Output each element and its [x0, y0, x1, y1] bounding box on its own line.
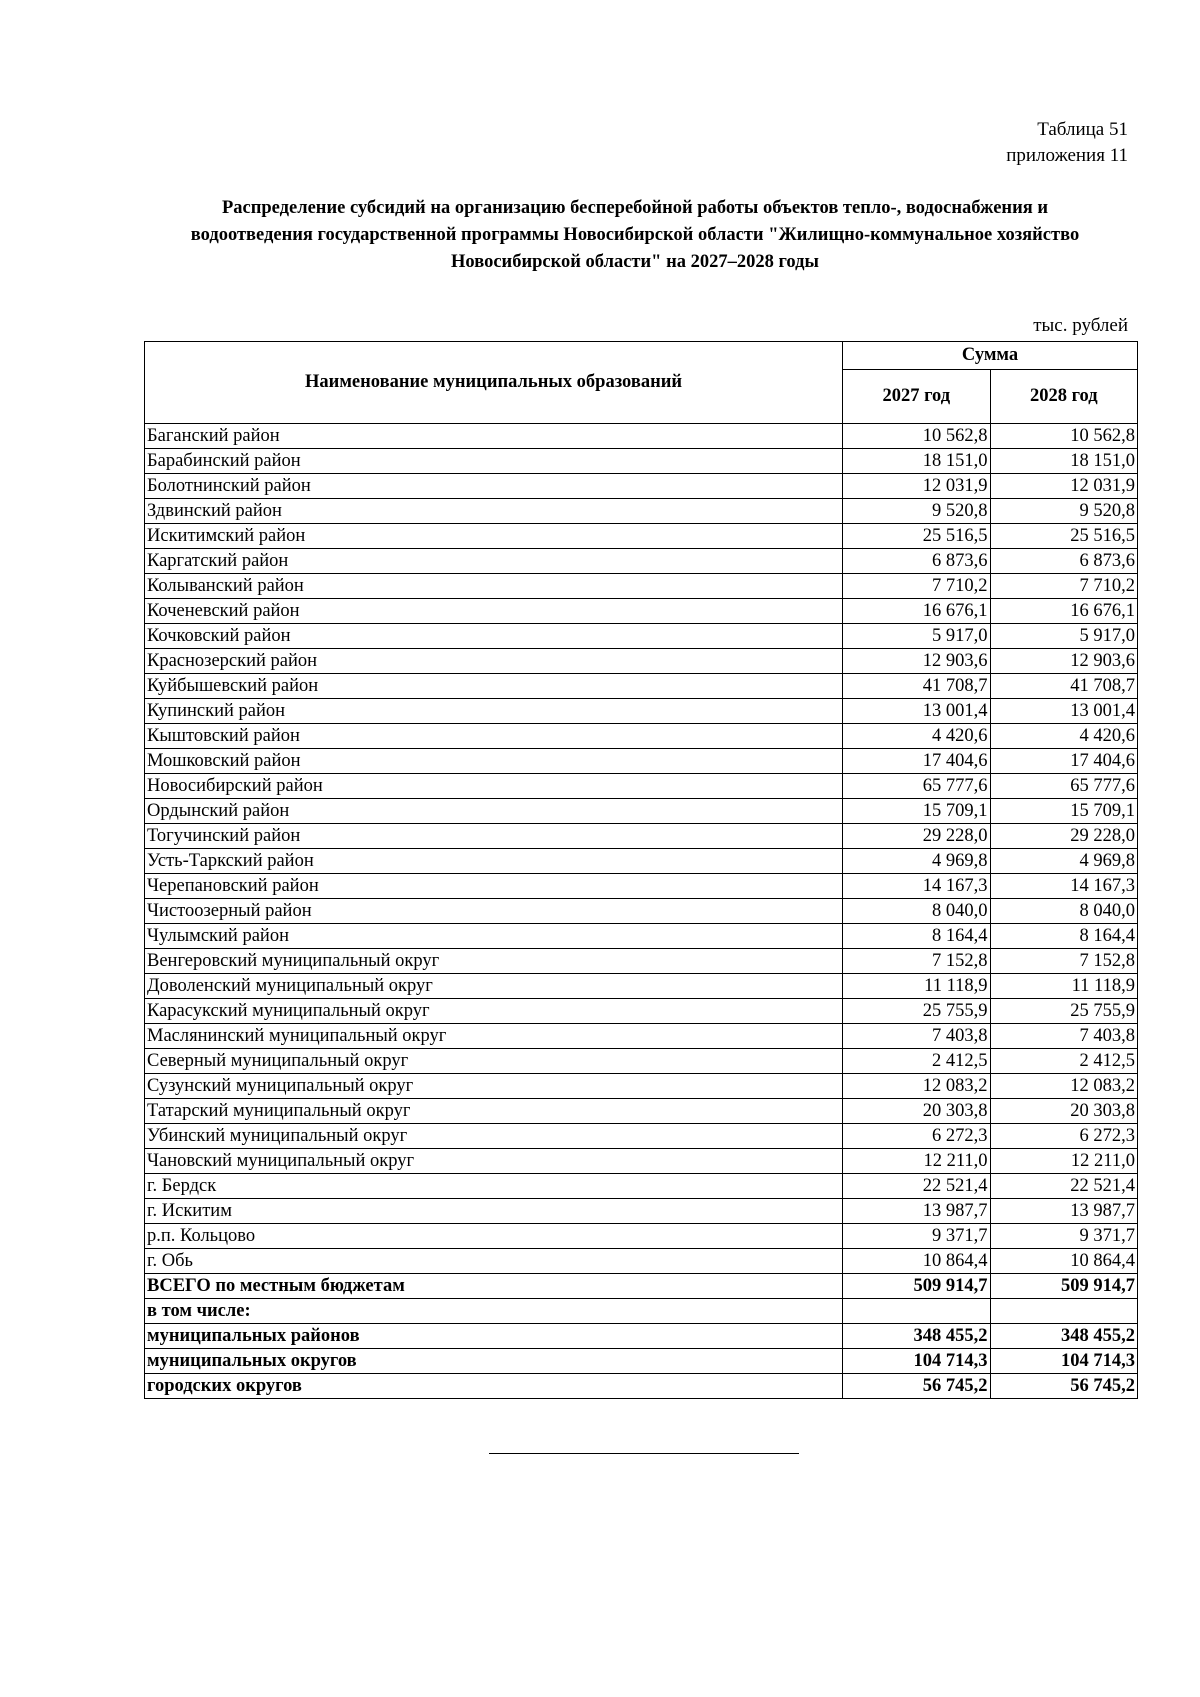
- row-name: Доволенский муниципальный округ: [145, 974, 843, 999]
- row-name: Коченевский район: [145, 599, 843, 624]
- subsidy-table: [144, 341, 1138, 1399]
- row-name: р.п. Кольцово: [145, 1224, 843, 1249]
- row-name: Мошковский район: [145, 749, 843, 774]
- table-row: [145, 1124, 1138, 1149]
- row-name: г. Бердск: [145, 1174, 843, 1199]
- table-row: [145, 1349, 1138, 1374]
- table-row: [145, 974, 1138, 999]
- row-name: ВСЕГО по местным бюджетам: [145, 1274, 843, 1299]
- row-name: г. Искитим: [145, 1199, 843, 1224]
- table-row: [145, 1074, 1138, 1099]
- row-value-2027: 13 001,4: [843, 699, 990, 724]
- row-value-2028: 11 118,9: [990, 974, 1137, 999]
- row-value-2028: 13 987,7: [990, 1199, 1137, 1224]
- row-value-2027: 9 520,8: [843, 499, 990, 524]
- title-line-3: Новосибирской области" на 2027–2028 годы: [451, 252, 819, 272]
- table-row: [145, 874, 1138, 899]
- row-name: Баганский район: [145, 424, 843, 449]
- row-value-2028: 12 031,9: [990, 474, 1137, 499]
- row-value-2028: 18 151,0: [990, 449, 1137, 474]
- row-value-2028: 7 710,2: [990, 574, 1137, 599]
- row-name: Маслянинский муниципальный округ: [145, 1024, 843, 1049]
- row-value-2028: 2 412,5: [990, 1049, 1137, 1074]
- table-row: [145, 624, 1138, 649]
- row-name: Колыванский район: [145, 574, 843, 599]
- row-value-2027: 12 031,9: [843, 474, 990, 499]
- row-value-2028: 6 873,6: [990, 549, 1137, 574]
- row-value-2027: 17 404,6: [843, 749, 990, 774]
- table-row: [145, 1199, 1138, 1224]
- row-value-2028: 7 403,8: [990, 1024, 1137, 1049]
- row-name: Кыштовский район: [145, 724, 843, 749]
- row-value-2028: 20 303,8: [990, 1099, 1137, 1124]
- title-line-1: Распределение субсидий на организацию бесперебойной работы объектов тепло-, водоснабжения и: [221, 198, 1049, 218]
- end-separator-line: [489, 1453, 799, 1454]
- table-row: [145, 1249, 1138, 1274]
- table-row: [145, 824, 1138, 849]
- row-value-2027: 10 864,4: [843, 1249, 990, 1274]
- table-row: [145, 1274, 1138, 1299]
- table-row: [145, 474, 1138, 499]
- row-value-2027: 11 118,9: [843, 974, 990, 999]
- row-value-2027: 20 303,8: [843, 1099, 990, 1124]
- row-value-2028: 13 001,4: [990, 699, 1137, 724]
- row-value-2028: 22 521,4: [990, 1174, 1137, 1199]
- row-value-2028: 104 714,3: [990, 1349, 1137, 1374]
- row-name: Черепановский район: [145, 874, 843, 899]
- row-name: городских округов: [145, 1374, 843, 1399]
- row-value-2028: 8 040,0: [990, 899, 1137, 924]
- row-value-2027: 14 167,3: [843, 874, 990, 899]
- table-row: [145, 424, 1138, 449]
- row-value-2028: 10 562,8: [990, 424, 1137, 449]
- row-value-2027: 65 777,6: [843, 774, 990, 799]
- table-row: [145, 799, 1138, 824]
- row-value-2028: 5 917,0: [990, 624, 1137, 649]
- row-value-2027: 4 420,6: [843, 724, 990, 749]
- row-value-2028: [990, 1299, 1137, 1324]
- header-sum: Сумма: [843, 342, 1138, 370]
- row-name: Усть-Таркский район: [145, 849, 843, 874]
- row-name: Новосибирский район: [145, 774, 843, 799]
- row-name: Болотнинский район: [145, 474, 843, 499]
- row-value-2028: 7 152,8: [990, 949, 1137, 974]
- row-value-2028: 56 745,2: [990, 1374, 1137, 1399]
- table-row: [145, 774, 1138, 799]
- row-value-2028: 41 708,7: [990, 674, 1137, 699]
- table-number: Таблица 51: [1037, 119, 1128, 140]
- row-value-2027: 9 371,7: [843, 1224, 990, 1249]
- table-row: [145, 899, 1138, 924]
- row-value-2027: 25 516,5: [843, 524, 990, 549]
- document-title: [140, 195, 1130, 276]
- table-row: [145, 449, 1138, 474]
- row-name: г. Обь: [145, 1249, 843, 1274]
- row-value-2028: 15 709,1: [990, 799, 1137, 824]
- row-value-2027: 10 562,8: [843, 424, 990, 449]
- row-value-2028: 9 520,8: [990, 499, 1137, 524]
- row-name: Здвинский район: [145, 499, 843, 524]
- row-value-2027: 12 083,2: [843, 1074, 990, 1099]
- table-row: [145, 1149, 1138, 1174]
- appendix-number: приложения 11: [1006, 145, 1128, 166]
- row-value-2027: 18 151,0: [843, 449, 990, 474]
- row-value-2028: 14 167,3: [990, 874, 1137, 899]
- row-value-2027: 348 455,2: [843, 1324, 990, 1349]
- table-row: [145, 949, 1138, 974]
- table-body: [145, 424, 1138, 1399]
- table-row: [145, 599, 1138, 624]
- table-row: [145, 524, 1138, 549]
- row-value-2028: 65 777,6: [990, 774, 1137, 799]
- header-year-2027: 2027 год: [843, 370, 990, 424]
- row-value-2027: [843, 1299, 990, 1324]
- row-value-2028: 25 516,5: [990, 524, 1137, 549]
- row-name: Северный муниципальный округ: [145, 1049, 843, 1074]
- table-row: [145, 1099, 1138, 1124]
- row-name: Куйбышевский район: [145, 674, 843, 699]
- table-row: [145, 999, 1138, 1024]
- row-name: Убинский муниципальный округ: [145, 1124, 843, 1149]
- row-name: Чановский муниципальный округ: [145, 1149, 843, 1174]
- row-value-2027: 13 987,7: [843, 1199, 990, 1224]
- header-year-2028: 2028 год: [990, 370, 1137, 424]
- row-value-2027: 16 676,1: [843, 599, 990, 624]
- row-value-2027: 8 040,0: [843, 899, 990, 924]
- table-row: [145, 1324, 1138, 1349]
- row-value-2027: 6 272,3: [843, 1124, 990, 1149]
- row-value-2028: 348 455,2: [990, 1324, 1137, 1349]
- row-value-2027: 7 710,2: [843, 574, 990, 599]
- row-value-2028: 4 969,8: [990, 849, 1137, 874]
- row-name: Чистоозерный район: [145, 899, 843, 924]
- row-name: Краснозерский район: [145, 649, 843, 674]
- row-value-2028: 29 228,0: [990, 824, 1137, 849]
- row-value-2027: 25 755,9: [843, 999, 990, 1024]
- row-name: в том числе:: [145, 1299, 843, 1324]
- table-row: [145, 1374, 1138, 1399]
- row-value-2027: 8 164,4: [843, 924, 990, 949]
- row-value-2027: 7 403,8: [843, 1024, 990, 1049]
- table-row: [145, 674, 1138, 699]
- row-value-2028: 509 914,7: [990, 1274, 1137, 1299]
- table-row: [145, 849, 1138, 874]
- row-value-2028: 12 083,2: [990, 1074, 1137, 1099]
- row-name: Барабинский район: [145, 449, 843, 474]
- row-value-2027: 104 714,3: [843, 1349, 990, 1374]
- table-row: [145, 499, 1138, 524]
- title-line-2: водоотведения государственной программы Новосибирской области "Жилищно-коммунальное хозяйство: [190, 225, 1080, 245]
- row-value-2027: 56 745,2: [843, 1374, 990, 1399]
- table-row: [145, 749, 1138, 774]
- row-value-2027: 29 228,0: [843, 824, 990, 849]
- row-value-2028: 9 371,7: [990, 1224, 1137, 1249]
- table-row: [145, 699, 1138, 724]
- row-name: Карасукский муниципальный округ: [145, 999, 843, 1024]
- row-value-2028: 6 272,3: [990, 1124, 1137, 1149]
- table-row: [145, 574, 1138, 599]
- row-value-2027: 7 152,8: [843, 949, 990, 974]
- row-value-2027: 2 412,5: [843, 1049, 990, 1074]
- row-value-2027: 22 521,4: [843, 1174, 990, 1199]
- row-value-2028: 8 164,4: [990, 924, 1137, 949]
- table-row: [145, 1299, 1138, 1324]
- row-name: Каргатский район: [145, 549, 843, 574]
- table-row: [145, 924, 1138, 949]
- table-row: [145, 549, 1138, 574]
- row-name: Купинский район: [145, 699, 843, 724]
- row-value-2027: 41 708,7: [843, 674, 990, 699]
- row-value-2027: 6 873,6: [843, 549, 990, 574]
- units-label: тыс. рублей: [1033, 315, 1128, 336]
- row-value-2028: 17 404,6: [990, 749, 1137, 774]
- table-row: [145, 1174, 1138, 1199]
- row-name: Тогучинский район: [145, 824, 843, 849]
- row-value-2027: 12 903,6: [843, 649, 990, 674]
- row-value-2028: 12 903,6: [990, 649, 1137, 674]
- table-row: [145, 724, 1138, 749]
- row-value-2028: 10 864,4: [990, 1249, 1137, 1274]
- row-value-2028: 25 755,9: [990, 999, 1137, 1024]
- table-row: [145, 1224, 1138, 1249]
- row-name: Чулымский район: [145, 924, 843, 949]
- row-value-2028: 16 676,1: [990, 599, 1137, 624]
- row-value-2028: 12 211,0: [990, 1149, 1137, 1174]
- row-name: Сузунский муниципальный округ: [145, 1074, 843, 1099]
- table-row: [145, 1024, 1138, 1049]
- table-row: [145, 1049, 1138, 1074]
- row-value-2027: 15 709,1: [843, 799, 990, 824]
- row-name: Венгеровский муниципальный округ: [145, 949, 843, 974]
- row-value-2027: 5 917,0: [843, 624, 990, 649]
- row-value-2027: 509 914,7: [843, 1274, 990, 1299]
- row-name: Ордынский район: [145, 799, 843, 824]
- row-name: Искитимский район: [145, 524, 843, 549]
- table-row: [145, 649, 1138, 674]
- header-name: Наименование муниципальных образований: [145, 342, 843, 424]
- row-value-2027: 4 969,8: [843, 849, 990, 874]
- row-name: Кочковский район: [145, 624, 843, 649]
- row-value-2028: 4 420,6: [990, 724, 1137, 749]
- row-name: Татарский муниципальный округ: [145, 1099, 843, 1124]
- row-value-2027: 12 211,0: [843, 1149, 990, 1174]
- row-name: муниципальных районов: [145, 1324, 843, 1349]
- row-name: муниципальных округов: [145, 1349, 843, 1374]
